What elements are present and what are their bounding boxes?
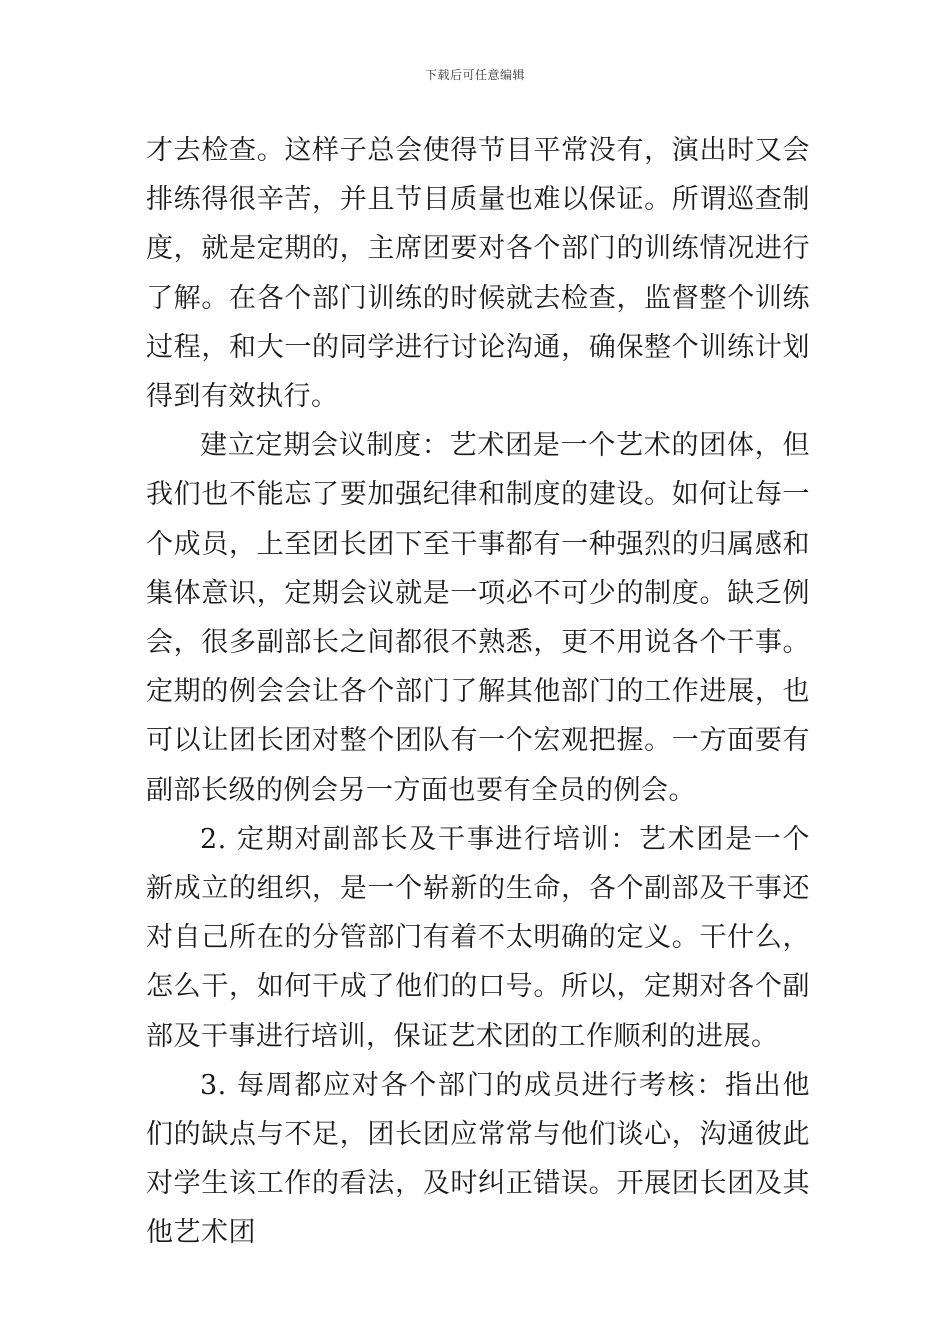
paragraph-4: 3. 每周都应对各个部门的成员进行考核：指出他们的缺点与不足，团长团应常常与他们谈心，沟通彼此对学生该工作的看法，及时纠正错误。开展团长团及其他艺术团 (146, 1069, 810, 1249)
paragraph-3: 2. 定期对副部长及干事进行培训：艺术团是一个新成立的组织，是一个崭新的生命，各个副部及干事还对自己所在的分管部门有着不太明确的定义。干什么，怎么干，如何干成了他们的口号。所以，定期对各个副部及干事进行培训，保证艺术团的工作顺利的进展。 (146, 823, 810, 1052)
header-note: 下载后可任意编辑 (424, 68, 525, 82)
document-body (146, 126, 810, 1258)
paragraph-1: 才去检查。这样子总会使得节目平常没有，演出时又会排练得很辛苦，并且节目质量也难以保证。所谓巡查制度，就是定期的，主席团要对各个部门的训练情况进行了解。在各个部门训练的时候就去检查，监督整个训练过程，和大一的同学进行讨论沟通，确保整个训练计划得到有效执行。 (146, 135, 810, 413)
paragraph-2: 建立定期会议制度：艺术团是一个艺术的团体，但我们也不能忘了要加强纪律和制度的建设。如何让每一个成员，上至团长团下至干事都有一种强烈的归属感和集体意识，定期会议就是一项必不可少的制度。缺乏例会，很多副部长之间都很不熟悉，更不用说各个干事。定期的例会会让各个部门了解其他部门的工作进展，也可以让团长团对整个团队有一个宏观把握。一方面要有副部长级的例会另一方面也要有全员的例会。 (146, 430, 810, 806)
